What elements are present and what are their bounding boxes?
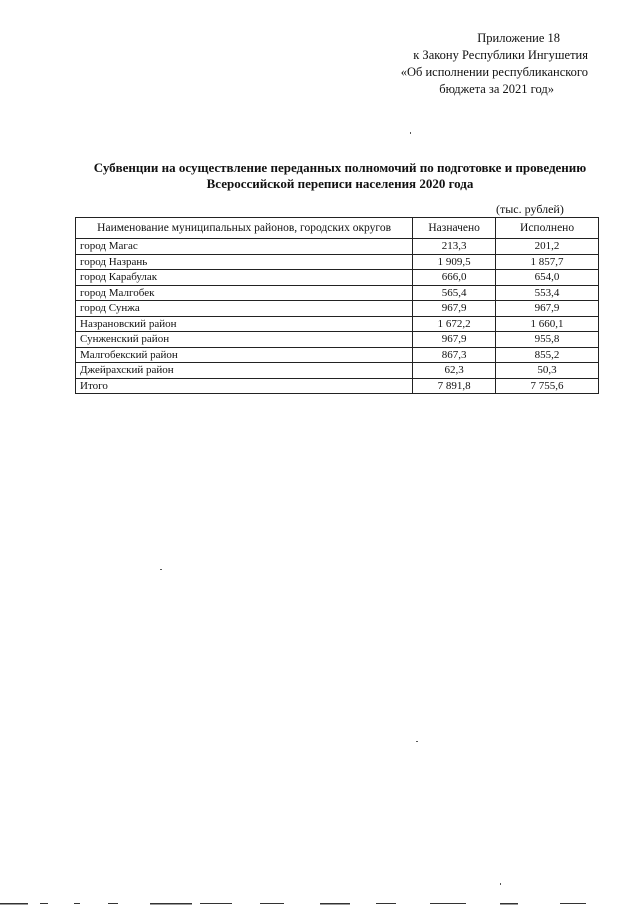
table-row: [76, 316, 599, 332]
table-row: [76, 347, 599, 363]
appendix-header: [401, 30, 588, 98]
table-header-row: [76, 218, 599, 239]
table-row: [76, 254, 599, 270]
appendix-law-title: «Об исполнении республиканского: [400, 65, 588, 79]
scan-edge-marks: [0, 899, 640, 905]
appendix-law-reference: к Закону Республики Ингушетия: [413, 48, 588, 62]
row-name: город Назрань: [76, 254, 413, 270]
document-title-line1: Субвенции на осуществление переданных полномочий по подготовке и проведению: [93, 160, 587, 175]
document-title-line2: Всероссийской переписи населения 2020 года: [206, 176, 474, 191]
row-executed: 654,0: [496, 270, 599, 286]
header-name: Наименование муниципальных районов, городских округов: [76, 218, 413, 239]
table-row: [76, 363, 599, 379]
total-assigned: 7 891,8: [413, 378, 496, 394]
units-label: (тыс. рублей): [496, 202, 564, 216]
header-assigned: Назначено: [413, 218, 496, 239]
row-name: город Карабулак: [76, 270, 413, 286]
row-name: город Сунжа: [76, 301, 413, 317]
row-executed: 955,8: [496, 332, 599, 348]
row-name: Малгобекский район: [76, 347, 413, 363]
row-assigned: 1 909,5: [413, 254, 496, 270]
row-name: Сунженский район: [76, 332, 413, 348]
row-assigned: 1 672,2: [413, 316, 496, 332]
row-executed: 1 660,1: [496, 316, 599, 332]
table-row: [76, 270, 599, 286]
row-executed: 50,3: [496, 363, 599, 379]
row-assigned: 213,3: [413, 239, 496, 255]
appendix-law-title-cont: бюджета за 2021 год»: [439, 82, 554, 96]
row-name: Джейрахский район: [76, 363, 413, 379]
table-row: [76, 301, 599, 317]
row-assigned: 867,3: [413, 347, 496, 363]
row-executed: 201,2: [496, 239, 599, 255]
scan-speck: [160, 569, 162, 570]
table-row: [76, 285, 599, 301]
row-executed: 855,2: [496, 347, 599, 363]
scan-speck: [416, 741, 418, 742]
row-assigned: 967,9: [413, 301, 496, 317]
subventions-table: [75, 217, 599, 394]
appendix-number: Приложение 18: [477, 31, 560, 45]
row-executed: 1 857,7: [496, 254, 599, 270]
row-executed: 967,9: [496, 301, 599, 317]
scan-speck: [500, 883, 501, 885]
total-executed: 7 755,6: [496, 378, 599, 394]
row-name: город Малгобек: [76, 285, 413, 301]
table-row: [76, 239, 599, 255]
table-row: [76, 332, 599, 348]
document-title: [60, 160, 620, 192]
row-assigned: 666,0: [413, 270, 496, 286]
row-executed: 553,4: [496, 285, 599, 301]
table-total-row: [76, 378, 599, 394]
row-assigned: 62,3: [413, 363, 496, 379]
row-assigned: 565,4: [413, 285, 496, 301]
row-assigned: 967,9: [413, 332, 496, 348]
header-executed: Исполнено: [496, 218, 599, 239]
row-name: Назрановский район: [76, 316, 413, 332]
total-label: Итого: [76, 378, 413, 394]
row-name: город Магас: [76, 239, 413, 255]
scan-speck: [410, 132, 411, 134]
